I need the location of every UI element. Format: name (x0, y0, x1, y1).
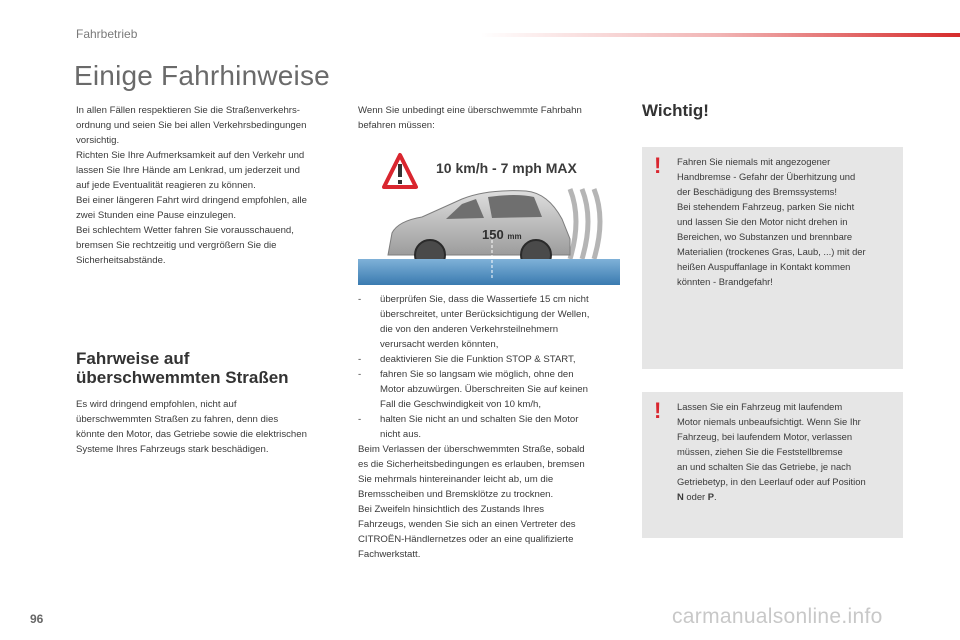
warning-box-running-engine (642, 392, 903, 538)
warning-line: heißen Auspuffanlage in Kontakt kommen (677, 261, 851, 272)
after-flood-text (358, 442, 620, 562)
warning-line: Getriebetyp, in den Leerlauf oder auf Position (677, 476, 866, 487)
warning-line: Fahrzeug, bei laufendem Motor, verlassen (677, 431, 853, 442)
after-line: Fachwerkstatt. (358, 549, 421, 560)
intro-line: Bei schlechtem Wetter fahren Sie vorausschauend, (76, 225, 294, 236)
warning-text (677, 154, 897, 289)
flood-line: könnte den Motor, das Getriebe sowie die elektrischen (76, 429, 307, 440)
flood-heading-line: überschwemmten Straßen (76, 368, 289, 387)
water-surface (358, 259, 620, 285)
flooded-road-illustration (358, 147, 620, 285)
warning-line-final (677, 491, 717, 502)
instruction-line: verursacht werden könnten, (380, 339, 499, 350)
important-heading: Wichtig! (642, 101, 709, 120)
flood-intro-line: befahren müssen: (358, 120, 435, 131)
warning-line: Bereichen, wo Substanzen und brennbare (677, 231, 853, 242)
flood-heading-line: Fahrweise auf (76, 349, 190, 368)
after-line: Sie mehrmals hintereinander leicht ab, um die (358, 474, 554, 485)
intro-line: Bei einer längeren Fahrt wird dringend empfohlen, alle (76, 195, 307, 206)
flood-line: überschwemmten Straßen zu fahren, denn dies (76, 414, 279, 425)
instruction-item (358, 412, 620, 442)
instruction-line: überschreitet, unter Berücksichtigung der Wellen, (380, 309, 590, 320)
gear-connector-text: oder (683, 491, 708, 502)
warning-line: der Beschädigung des Bremssystems! (677, 186, 837, 197)
intro-text (76, 103, 344, 268)
water-depth-unit: mm (507, 232, 522, 241)
flood-heading (76, 349, 344, 387)
warning-line: Materialien (trockenes Gras, Laub, ...) mit der (677, 246, 866, 257)
flood-line: Es wird dringend empfohlen, nicht auf (76, 399, 237, 410)
section-label: Fahrbetrieb (76, 27, 138, 41)
page-title: Einige Fahrhinweise (74, 60, 330, 91)
instruction-line: deaktivieren Sie die Funktion STOP & START, (380, 354, 576, 365)
header-accent-line (480, 33, 960, 37)
intro-line: Richten Sie Ihre Aufmerksamkeit auf den Verkehr und (76, 150, 305, 161)
after-line: Bremsscheiben und Bremsklötze zu trocknen. (358, 489, 554, 500)
warning-line: müssen, ziehen Sie die Feststellbremse (677, 446, 843, 457)
instruction-item (358, 352, 620, 367)
flood-intro-line: Wenn Sie unbedingt eine überschwemmte Fahrbahn (358, 105, 582, 116)
exclamation-icon: ! (654, 153, 662, 178)
water-depth-value: 150 (482, 227, 504, 242)
intro-line: In allen Fällen respektieren Sie die Straßenverkehrs- (76, 105, 300, 116)
instruction-line: überprüfen Sie, dass die Wassertiefe 15 cm nicht (380, 294, 589, 305)
car-windows-shape (446, 195, 542, 219)
warning-line: Handbremse - Gefahr der Überhitzung und (677, 171, 856, 182)
intro-line: Sicherheitsabstände. (76, 255, 166, 266)
intro-line: auf jede Eventualität reagieren zu können. (76, 180, 256, 191)
warning-triangle-icon (384, 155, 416, 187)
warning-line: könnten - Brandgefahr! (677, 276, 773, 287)
instruction-line: Fall die Geschwindigkeit von 10 km/h, (380, 399, 542, 410)
intro-line: zwei Stunden eine Pause einzulegen. (76, 210, 237, 221)
warning-line: und lassen Sie den Motor nicht drehen in (677, 216, 848, 227)
flood-text (76, 397, 344, 457)
warning-text (677, 399, 897, 504)
page-number: 96 (30, 612, 44, 626)
after-line: Fahrzeugs, wenden Sie sich an einen Vertreter des (358, 519, 576, 530)
gear-p-label: P (707, 491, 715, 502)
wave-lines-decoration (570, 189, 600, 259)
instruction-line: Motor abzuwürgen. Überschreiten Sie auf keinen (380, 384, 588, 395)
after-line: Beim Verlassen der überschwemmten Straße, sobald (358, 444, 585, 455)
final-period: . (714, 491, 717, 502)
list-dash: - (358, 354, 362, 365)
instruction-line: die von den anderen Verkehrsteilnehmern (380, 324, 559, 335)
flood-line: Systeme Ihres Fahrzeugs stark beschädigen. (76, 444, 269, 455)
after-line: CITROËN-Händlernetzes oder an eine qualifizierte (358, 534, 574, 545)
list-dash: - (358, 294, 362, 305)
warning-line: Bei stehendem Fahrzeug, parken Sie nicht (677, 201, 855, 212)
watermark: carmanualsonline.info (672, 605, 883, 628)
warning-line: an und schalten Sie das Getriebe, je nach (677, 461, 852, 472)
instruction-item (358, 292, 620, 352)
warning-line: Motor niemals unbeaufsichtigt. Wenn Sie Ihr (677, 416, 861, 427)
instruction-line: fahren Sie so langsam wie möglich, ohne den (380, 369, 574, 380)
flood-intro (358, 103, 620, 133)
intro-line: lassen Sie Ihre Hände am Lenkrad, um jederzeit und (76, 165, 300, 176)
list-dash: - (358, 369, 362, 380)
warning-line: Fahren Sie niemals mit angezogener (677, 156, 831, 167)
intro-line: ordnung und seien Sie bei allen Verkehrsbedingungen (76, 120, 307, 131)
gear-n-label: N (677, 491, 684, 502)
after-line: es die Sicherheitsbedingungen es erlauben, bremsen (358, 459, 585, 470)
after-line: Bei Zweifeln hinsichtlich des Zustands Ihres (358, 504, 545, 515)
warning-line: Lassen Sie ein Fahrzeug mit laufendem (677, 401, 843, 412)
intro-line: bremsen Sie rechtzeitig und vergrößern Sie die (76, 240, 277, 251)
list-dash: - (358, 414, 362, 425)
instruction-item (358, 367, 620, 412)
instruction-line: nicht aus. (380, 429, 422, 440)
flood-instructions (358, 292, 620, 562)
speed-limit-label: 10 km/h - 7 mph MAX (436, 160, 577, 176)
intro-line: vorsichtig. (76, 135, 120, 146)
warning-box-handbrake (642, 147, 903, 369)
instruction-line: halten Sie nicht an und schalten Sie den Motor (380, 414, 579, 425)
exclamation-icon: ! (654, 398, 662, 423)
water-depth-label (482, 227, 522, 242)
